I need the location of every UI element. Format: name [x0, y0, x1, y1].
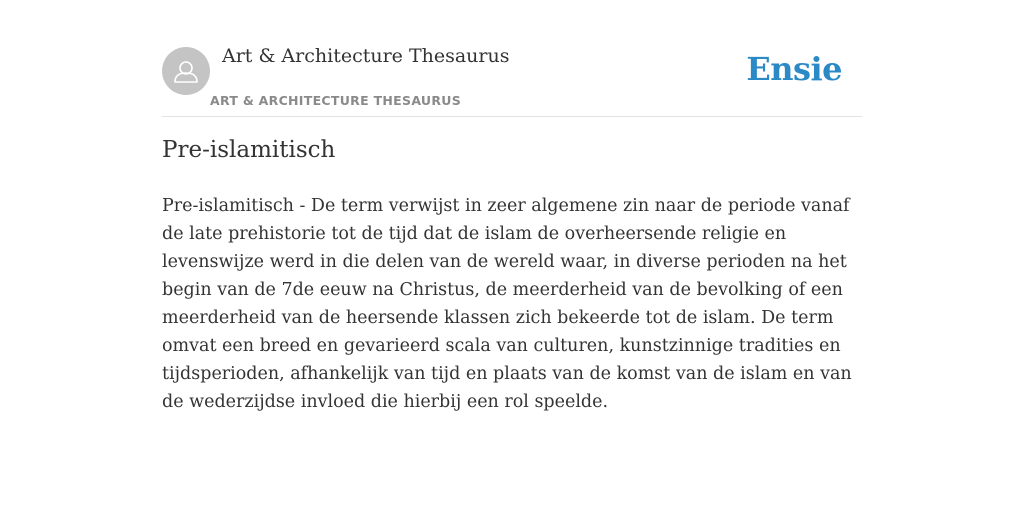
- entry-definition: Pre-islamitisch - De term verwijst in zeer algemene zin naar de periode vanaf de late prehistorie tot de tijd dat de islam de overheersende religie en levenswijze werd in die delen van de wereld waar, in diverse perioden na het begin van de 7de eeuw na Christus, de meerderheid van de bevolking of een meerderheid van de heersende klassen zich bekeerde tot de islam. De term omvat een breed en gevarieerd scala van culturen, kunstzinnige tradities en tijdsperioden, afhankelijk van tijd en plaats van de komst van de islam en van de wederzijdse invloed die hierbij een rol speelde.: [162, 196, 852, 412]
- entry-title: Pre-islamitisch: [162, 137, 336, 163]
- user-silhouette-icon: [162, 47, 210, 95]
- source-name[interactable]: Art & Architecture Thesaurus: [222, 45, 510, 67]
- avatar[interactable]: [162, 47, 210, 95]
- ensie-logo[interactable]: Ensie: [746, 50, 842, 88]
- source-caption: ART & ARCHITECTURE THESAURUS: [210, 93, 462, 108]
- entry-header: [162, 44, 862, 117]
